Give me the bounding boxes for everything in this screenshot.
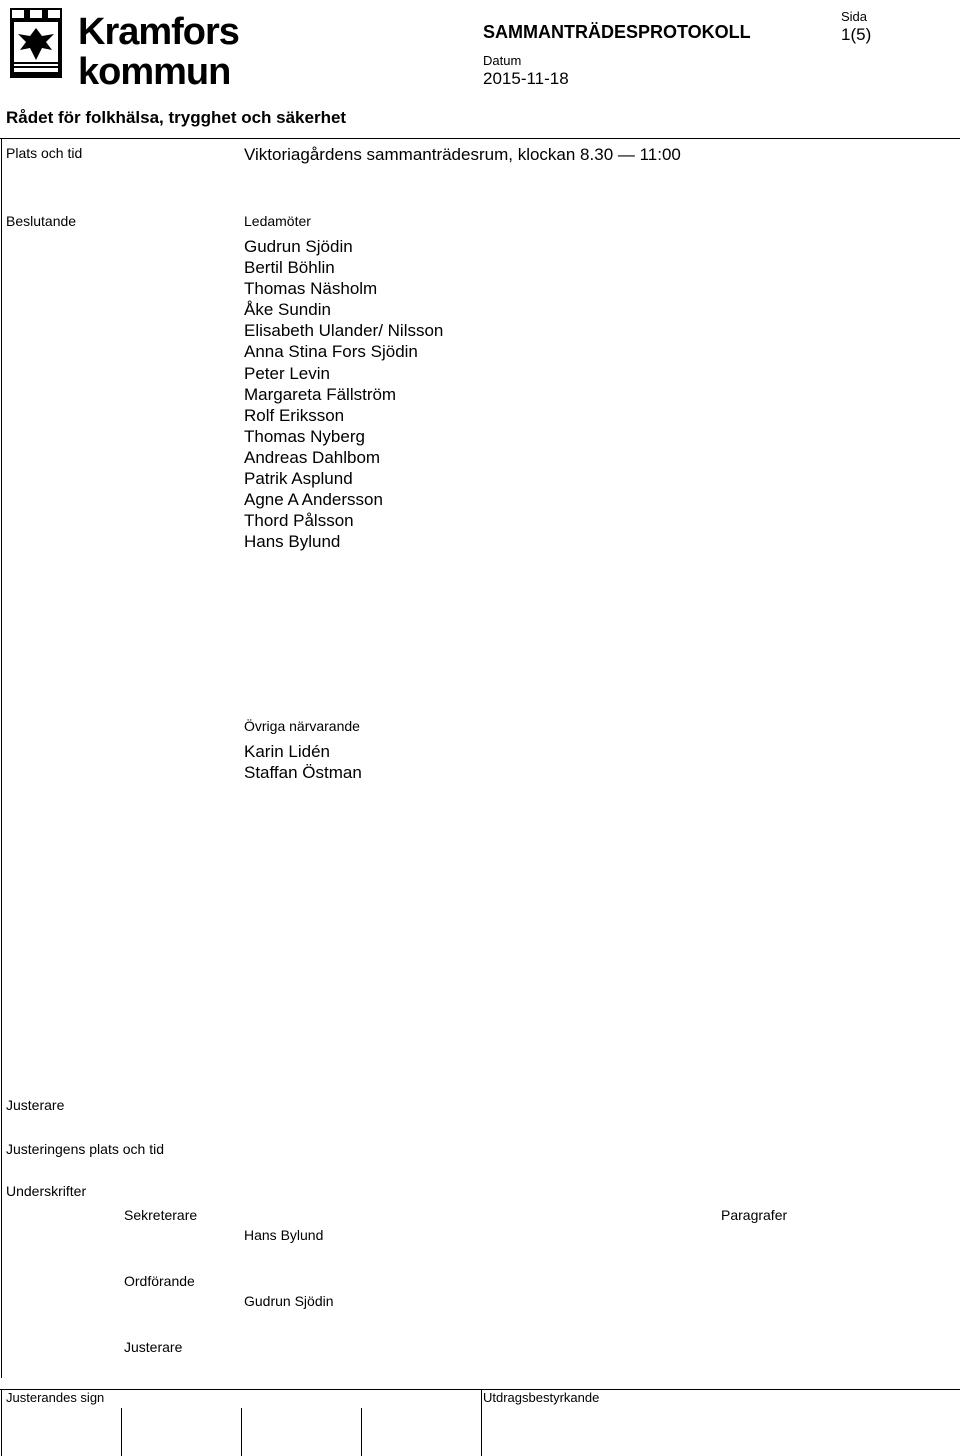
organization-title: Rådet för folkhälsa, trygghet och säkerhet: [6, 108, 347, 127]
adjusters-sign-label: Justerandes sign: [6, 1390, 105, 1405]
page-label: Sida: [841, 9, 868, 24]
list-item: Hans Bylund: [244, 532, 341, 552]
list-item: Thord Pålsson: [244, 511, 354, 531]
frame-top-line: [0, 138, 960, 139]
members-heading: Ledamöter: [244, 213, 311, 229]
place-time-value: Viktoriagårdens sammanträdesrum, klockan 8.30 — 11:00: [244, 145, 681, 164]
extract-certification-label: Utdragsbestyrkande: [483, 1390, 600, 1405]
document-title: SAMMANTRÄDESPROTOKOLL: [483, 22, 751, 42]
list-item: Patrik Asplund: [244, 469, 353, 489]
footer-divider: [1, 1389, 2, 1456]
paragraphs-label: Paragrafer: [721, 1207, 788, 1223]
footer-divider: [241, 1408, 242, 1456]
date-label: Datum: [483, 53, 522, 68]
adjuster-label: Justerare: [6, 1097, 65, 1113]
list-item: Staffan Östman: [244, 763, 362, 783]
list-item: Gudrun Sjödin: [244, 237, 353, 256]
footer-divider: [361, 1408, 362, 1456]
place-time-label: Plats och tid: [6, 145, 83, 161]
logo-line-2: kommun: [78, 51, 231, 93]
footer-top-line: [0, 1389, 960, 1390]
list-item: Rolf Eriksson: [244, 405, 345, 425]
coat-of-arms-icon: [8, 6, 64, 80]
list-item: Åke Sundin: [244, 300, 331, 320]
list-item: Agne A Andersson: [244, 490, 383, 510]
chair-label: Ordförande: [124, 1273, 195, 1289]
footer-divider: [481, 1389, 482, 1456]
decisive-label: Beslutande: [6, 213, 77, 229]
list-item: Thomas Nyberg: [244, 426, 365, 446]
list-item: Margareta Fällström: [244, 384, 397, 404]
logo-line-1: Kramfors: [78, 11, 239, 53]
date-value: 2015-11-18: [483, 69, 569, 88]
list-item: Andreas Dahlbom: [244, 447, 381, 467]
members-list: [244, 236, 443, 552]
list-item: Karin Lidén: [244, 742, 331, 761]
list-item: Peter Levin: [244, 363, 330, 383]
others-heading: Övriga närvarande: [244, 718, 360, 734]
secretary-label: Sekreterare: [124, 1207, 198, 1223]
list-item: Anna Stina Fors Sjödin: [244, 342, 418, 362]
list-item: Elisabeth Ulander/ Nilsson: [244, 321, 444, 341]
secretary-name: Hans Bylund: [244, 1227, 324, 1243]
logo-wordmark: [78, 12, 239, 92]
chair-name: Gudrun Sjödin: [244, 1293, 334, 1309]
signatures-label: Underskrifter: [6, 1183, 87, 1199]
page-number: 1(5): [841, 25, 872, 44]
signature-adjuster-label: Justerare: [124, 1339, 183, 1355]
municipality-logo: [6, 4, 256, 93]
frame-left-line: [1, 138, 2, 1378]
footer-divider: [121, 1408, 122, 1456]
others-list: [244, 741, 362, 783]
adjustment-place-label: Justeringens plats och tid: [6, 1141, 164, 1157]
list-item: Thomas Näsholm: [244, 279, 378, 299]
list-item: Bertil Böhlin: [244, 258, 335, 278]
